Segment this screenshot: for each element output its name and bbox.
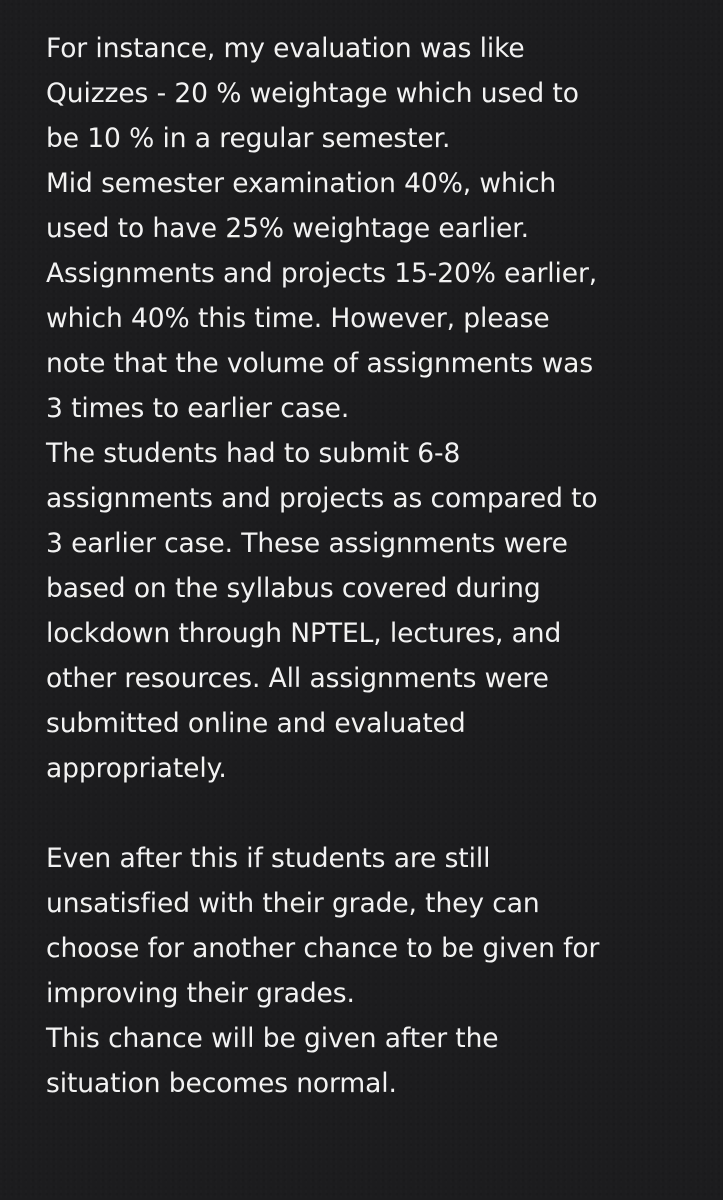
note-line: Quizzes - 20 % weightage which used to bbox=[46, 78, 579, 109]
note-line: This chance will be given after the bbox=[46, 1023, 499, 1054]
note-line: 3 times to earlier case. bbox=[46, 393, 350, 424]
note-line: other resources. All assignments were bbox=[46, 663, 549, 694]
note-line: Assignments and projects 15-20% earlier, bbox=[46, 258, 598, 289]
note-line: For instance, my evaluation was like bbox=[46, 33, 525, 64]
note-line: choose for another chance to be given for bbox=[46, 933, 600, 964]
note-line: assignments and projects as compared to bbox=[46, 483, 598, 514]
note-line: Even after this if students are still bbox=[46, 843, 491, 874]
note-line: lockdown through NPTEL, lectures, and bbox=[46, 618, 562, 649]
note-line: improving their grades. bbox=[46, 978, 355, 1009]
note-line: appropriately. bbox=[46, 753, 227, 784]
note-line: 3 earlier case. These assignments were bbox=[46, 528, 568, 559]
note-line: based on the syllabus covered during bbox=[46, 573, 541, 604]
note-line: used to have 25% weightage earlier. bbox=[46, 213, 529, 244]
note-line: situation becomes normal. bbox=[46, 1068, 397, 1099]
note-line: be 10 % in a regular semester. bbox=[46, 123, 451, 154]
note-line: unsatisfied with their grade, they can bbox=[46, 888, 540, 919]
note-line: Mid semester examination 40%, which bbox=[46, 168, 557, 199]
note-line: The students had to submit 6-8 bbox=[46, 438, 461, 469]
note-line: which 40% this time. However, please bbox=[46, 303, 550, 334]
note-line: submitted online and evaluated bbox=[46, 708, 466, 739]
note-line: note that the volume of assignments was bbox=[46, 348, 594, 379]
note-body[interactable] bbox=[46, 26, 706, 1106]
paragraph-spacer bbox=[46, 791, 706, 836]
